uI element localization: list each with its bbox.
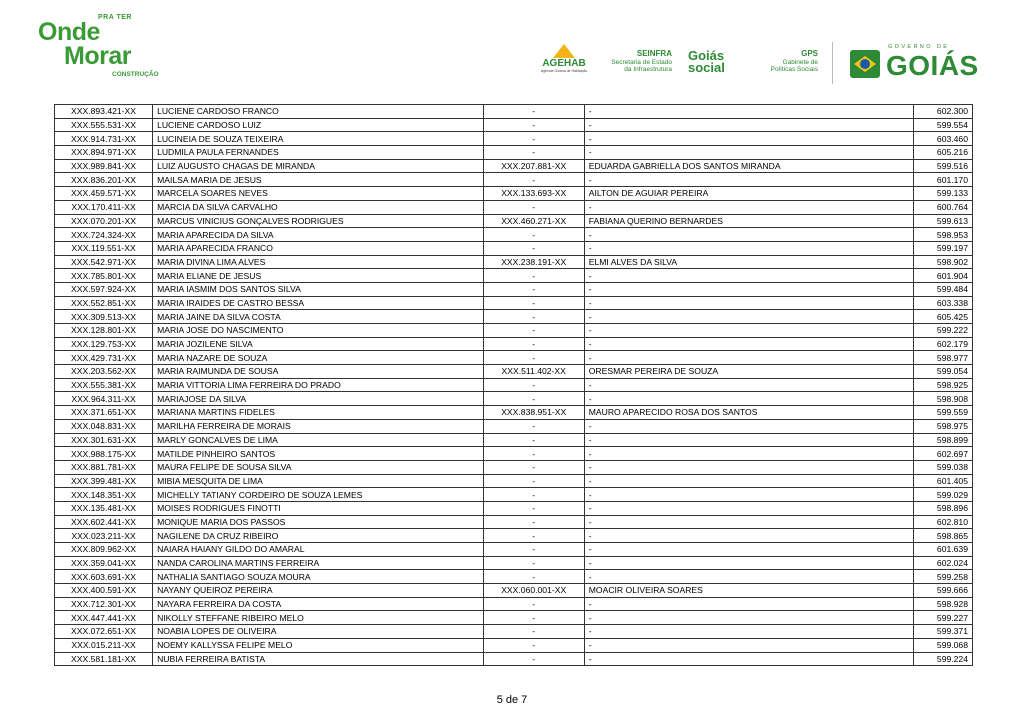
spouse-name-cell: EDUARDA GABRIELLA DOS SANTOS MIRANDA [584,159,914,173]
name-cell: NOABIA LOPES DE OLIVEIRA [153,625,484,639]
cpf-cell: XXX.785.801-XX [55,269,153,283]
spouse-cpf-cell: XXX.207.881-XX [483,159,584,173]
value-cell: 599.516 [914,159,973,173]
name-cell: NAYANY QUEIROZ PEREIRA [153,584,484,598]
spouse-name-cell: - [584,269,914,283]
goias-social-line-2: social [688,60,725,75]
cpf-cell: XXX.603.691-XX [55,570,153,584]
cpf-cell: XXX.894.971-XX [55,146,153,160]
spouse-name-cell: - [584,529,914,543]
cpf-cell: XXX.203.562-XX [55,365,153,379]
spouse-name-cell: - [584,433,914,447]
spouse-cpf-cell: - [483,488,584,502]
cpf-cell: XXX.542.971-XX [55,255,153,269]
name-cell: MARIA APARECIDA DA SILVA [153,228,484,242]
cpf-cell: XXX.724.324-XX [55,228,153,242]
spouse-cpf-cell: - [483,173,584,187]
table-row [55,406,973,420]
name-cell: NAIARA HAIANY GILDO DO AMARAL [153,543,484,557]
value-cell: 602.697 [914,447,973,461]
value-cell: 600.764 [914,200,973,214]
seinfra-logo [600,50,672,90]
cpf-cell: XXX.170.411-XX [55,200,153,214]
cpf-cell: XXX.070.201-XX [55,214,153,228]
name-cell: MIBIA MESQUITA DE LIMA [153,474,484,488]
spouse-name-cell: - [584,282,914,296]
gps-name: GPS [801,49,818,58]
logo-line-2: Morar [64,42,131,70]
spouse-name-cell: - [584,105,914,119]
name-cell: MARIA NAZARE DE SOUZA [153,351,484,365]
value-cell: 601.904 [914,269,973,283]
spouse-name-cell: - [584,474,914,488]
table-row [55,296,973,310]
spouse-cpf-cell: - [483,556,584,570]
cpf-cell: XXX.072.651-XX [55,625,153,639]
value-cell: 598.953 [914,228,973,242]
spouse-cpf-cell: XXX.838.951-XX [483,406,584,420]
table-row [55,556,973,570]
spouse-cpf-cell: XXX.133.693-XX [483,187,584,201]
cpf-cell: XXX.128.801-XX [55,324,153,338]
name-cell: LUCIENE CARDOSO LUIZ [153,118,484,132]
cpf-cell: XXX.148.351-XX [55,488,153,502]
table-row [55,200,973,214]
name-cell: LUIZ AUGUSTO CHAGAS DE MIRANDA [153,159,484,173]
gps-line-1: Gabinete de [782,58,818,66]
value-cell: 598.865 [914,529,973,543]
spouse-name-cell: - [584,515,914,529]
value-cell: 598.899 [914,433,973,447]
gps-line-2: Políticas Sociais [770,66,818,73]
spouse-name-cell: - [584,378,914,392]
table-row [55,255,973,269]
name-cell: MARCIA DA SILVA CARVALHO [153,200,484,214]
table-row [55,447,973,461]
name-cell: MATILDE PINHEIRO SANTOS [153,447,484,461]
spouse-cpf-cell: - [483,310,584,324]
spouse-cpf-cell: - [483,515,584,529]
cpf-cell: XXX.602.441-XX [55,515,153,529]
spouse-name-cell: - [584,543,914,557]
table-row [55,392,973,406]
spouse-name-cell: ORESMAR PEREIRA DE SOUZA [584,365,914,379]
value-cell: 605.425 [914,310,973,324]
value-cell: 599.029 [914,488,973,502]
spouse-cpf-cell: - [483,118,584,132]
spouse-cpf-cell: - [483,474,584,488]
cpf-cell: XXX.988.175-XX [55,447,153,461]
value-cell: 599.222 [914,324,973,338]
cpf-cell: XXX.399.481-XX [55,474,153,488]
value-cell: 598.896 [914,501,973,515]
name-cell: MARIA IASMIM DOS SANTOS SILVA [153,282,484,296]
cpf-cell: XXX.129.753-XX [55,337,153,351]
spouse-cpf-cell: - [483,282,584,296]
spouse-name-cell: - [584,460,914,474]
spouse-name-cell: - [584,324,914,338]
spouse-cpf-cell: - [483,324,584,338]
value-cell: 602.300 [914,105,973,119]
name-cell: MARIA JAINE DA SILVA COSTA [153,310,484,324]
table-row [55,282,973,296]
spouse-cpf-cell: XXX.460.271-XX [483,214,584,228]
spouse-cpf-cell: - [483,570,584,584]
cpf-cell: XXX.881.781-XX [55,460,153,474]
value-cell: 598.902 [914,255,973,269]
table-row [55,652,973,666]
cpf-cell: XXX.581.181-XX [55,652,153,666]
name-cell: MARIAJOSE DA SILVA [153,392,484,406]
name-cell: NAGILENE DA CRUZ RIBEIRO [153,529,484,543]
value-cell: 603.338 [914,296,973,310]
value-cell: 599.554 [914,118,973,132]
cpf-cell: XXX.989.841-XX [55,159,153,173]
name-cell: MONIQUE MARIA DOS PASSOS [153,515,484,529]
spouse-cpf-cell: - [483,529,584,543]
spouse-name-cell: - [584,488,914,502]
table-row [55,543,973,557]
spouse-cpf-cell: XXX.511.402-XX [483,365,584,379]
name-cell: NIKOLLY STEFFANE RIBEIRO MELO [153,611,484,625]
value-cell: 599.068 [914,638,973,652]
name-cell: LUDMILA PAULA FERNANDES [153,146,484,160]
spouse-cpf-cell: - [483,625,584,639]
table-row [55,625,973,639]
governo-goias-logo [848,42,988,86]
spouse-cpf-cell: - [483,652,584,666]
goias-flag-icon [850,50,880,78]
cpf-cell: XXX.048.831-XX [55,419,153,433]
spouse-name-cell: - [584,351,914,365]
name-cell: MARIA APARECIDA FRANCO [153,241,484,255]
value-cell: 599.054 [914,365,973,379]
name-cell: MARCUS VINICIUS GONÇALVES RODRIGUES [153,214,484,228]
spouse-name-cell: - [584,310,914,324]
spouse-name-cell: - [584,200,914,214]
table-row [55,310,973,324]
name-cell: MARIANA MARTINS FIDELES [153,406,484,420]
table-row [55,214,973,228]
table-row [55,132,973,146]
spouse-name-cell: - [584,118,914,132]
table-row [55,365,973,379]
logo-main-text [38,20,131,68]
value-cell: 598.925 [914,378,973,392]
table-row [55,337,973,351]
spouse-cpf-cell: - [483,419,584,433]
table-row [55,159,973,173]
spouse-cpf-cell: - [483,337,584,351]
spouse-cpf-cell: - [483,132,584,146]
name-cell: MARIA ELIANE DE JESUS [153,269,484,283]
page-number: 5 de 7 [496,694,528,706]
table-row [55,419,973,433]
spouse-cpf-cell: XXX.238.191-XX [483,255,584,269]
spouse-name-cell: - [584,392,914,406]
goias-social-logo [688,50,748,90]
value-cell: 599.133 [914,187,973,201]
spouse-cpf-cell: - [483,638,584,652]
value-cell: 602.179 [914,337,973,351]
table-row [55,146,973,160]
value-cell: 599.371 [914,625,973,639]
logo-bottom-text: CONSTRUÇÃO [112,71,159,78]
cpf-cell: XXX.447.441-XX [55,611,153,625]
value-cell: 599.224 [914,652,973,666]
spouse-name-cell: - [584,296,914,310]
cpf-cell: XXX.914.731-XX [55,132,153,146]
cpf-cell: XXX.359.041-XX [55,556,153,570]
table-row [55,378,973,392]
cpf-cell: XXX.555.531-XX [55,118,153,132]
table-row [55,241,973,255]
name-cell: MARIA JOSE DO NASCIMENTO [153,324,484,338]
spouse-name-cell: - [584,241,914,255]
table-row [55,597,973,611]
beneficiary-table [54,104,973,666]
cpf-cell: XXX.459.571-XX [55,187,153,201]
table-row [55,570,973,584]
spouse-cpf-cell: - [483,501,584,515]
cpf-cell: XXX.135.481-XX [55,501,153,515]
governo-small-text: GOVERNO DE [888,44,950,50]
value-cell: 598.928 [914,597,973,611]
spouse-cpf-cell: - [483,105,584,119]
name-cell: NOEMY KALLYSSA FELIPE MELO [153,638,484,652]
table-row [55,118,973,132]
spouse-name-cell: AILTON DE AGUIAR PEREIRA [584,187,914,201]
spouse-cpf-cell: - [483,241,584,255]
table-row [55,501,973,515]
spouse-cpf-cell: - [483,543,584,557]
value-cell: 598.975 [914,419,973,433]
spouse-cpf-cell: - [483,228,584,242]
spouse-name-cell: - [584,625,914,639]
value-cell: 599.038 [914,460,973,474]
value-cell: 599.559 [914,406,973,420]
spouse-name-cell: - [584,501,914,515]
name-cell: MARIA VITTORIA LIMA FERREIRA DO PRADO [153,378,484,392]
spouse-name-cell: - [584,337,914,351]
seinfra-name: SEINFRA [636,49,672,58]
table-row [55,173,973,187]
value-cell: 599.197 [914,241,973,255]
name-cell: MARIA IRAIDES DE CASTRO BESSA [153,296,484,310]
cpf-cell: XXX.555.381-XX [55,378,153,392]
name-cell: MAURA FELIPE DE SOUSA SILVA [153,460,484,474]
value-cell: 605.216 [914,146,973,160]
name-cell: LUCIENE CARDOSO FRANCO [153,105,484,119]
value-cell: 601.639 [914,543,973,557]
spouse-cpf-cell: - [483,597,584,611]
seinfra-line-1: Secretaria de Estado [611,58,672,66]
name-cell: MICHELLY TATIANY CORDEIRO DE SOUZA LEMES [153,488,484,502]
cpf-cell: XXX.371.651-XX [55,406,153,420]
cpf-cell: XXX.429.731-XX [55,351,153,365]
goias-social-line-1: Goiás [688,48,725,63]
spouse-name-cell: - [584,597,914,611]
name-cell: LUCINEIA DE SOUZA TEIXEIRA [153,132,484,146]
spouse-name-cell: - [584,228,914,242]
cpf-cell: XXX.309.513-XX [55,310,153,324]
spouse-name-cell: MAURO APARECIDO ROSA DOS SANTOS [584,406,914,420]
spouse-name-cell: - [584,570,914,584]
header-divider [832,42,833,84]
spouse-cpf-cell: - [483,296,584,310]
spouse-cpf-cell: - [483,200,584,214]
spouse-name-cell: - [584,146,914,160]
spouse-name-cell: ELMI ALVES DA SILVA [584,255,914,269]
table-row [55,474,973,488]
agehab-name: AGEHAB [542,58,586,69]
cpf-cell: XXX.552.851-XX [55,296,153,310]
table-row [55,228,973,242]
value-cell: 599.666 [914,584,973,598]
spouse-cpf-cell: - [483,269,584,283]
name-cell: MAILSA MARIA DE JESUS [153,173,484,187]
spouse-cpf-cell: - [483,460,584,474]
cpf-cell: XXX.893.421-XX [55,105,153,119]
value-cell: 602.024 [914,556,973,570]
cpf-cell: XXX.809.962-XX [55,543,153,557]
value-cell: 599.613 [914,214,973,228]
value-cell: 601.405 [914,474,973,488]
spouse-name-cell: - [584,611,914,625]
agehab-sub: Agência Goiana de Habitação [540,69,588,73]
table-row [55,460,973,474]
spouse-cpf-cell: - [483,146,584,160]
table-row [55,269,973,283]
table-row [55,351,973,365]
cpf-cell: XXX.023.211-XX [55,529,153,543]
house-roof-icon [553,44,575,58]
value-cell: 601.170 [914,173,973,187]
logo-line-1: Onde [38,18,100,46]
spouse-name-cell: - [584,173,914,187]
seinfra-line-2: da Infraestrutura [624,66,672,73]
name-cell: MOISES RODRIGUES FINOTTI [153,501,484,515]
cpf-cell: XXX.712.301-XX [55,597,153,611]
spouse-cpf-cell: XXX.060.001-XX [483,584,584,598]
spouse-cpf-cell: - [483,378,584,392]
value-cell: 599.227 [914,611,973,625]
table-row [55,638,973,652]
table-row [55,529,973,543]
onde-morar-logo [38,14,168,84]
governo-big-text: GOIÁS [886,50,979,81]
table-row [55,324,973,338]
spouse-name-cell: - [584,447,914,461]
spouse-name-cell: - [584,419,914,433]
cpf-cell: XXX.400.591-XX [55,584,153,598]
cpf-cell: XXX.836.201-XX [55,173,153,187]
value-cell: 602.810 [914,515,973,529]
table-row [55,187,973,201]
name-cell: NANDA CAROLINA MARTINS FERREIRA [153,556,484,570]
name-cell: NAYARA FERREIRA DA COSTA [153,597,484,611]
spouse-name-cell: - [584,652,914,666]
spouse-cpf-cell: - [483,433,584,447]
spouse-name-cell: - [584,556,914,570]
table-row [55,584,973,598]
value-cell: 598.977 [914,351,973,365]
table-row [55,105,973,119]
cpf-cell: XXX.119.551-XX [55,241,153,255]
cpf-cell: XXX.301.631-XX [55,433,153,447]
value-cell: 598.908 [914,392,973,406]
table-row [55,433,973,447]
table-body [55,105,973,666]
logo-top-text: PRA TER [98,14,132,21]
agehab-logo [536,44,592,84]
cpf-cell: XXX.964.311-XX [55,392,153,406]
spouse-name-cell: MOACIR OLIVEIRA SOARES [584,584,914,598]
value-cell: 603.460 [914,132,973,146]
spouse-cpf-cell: - [483,447,584,461]
table-row [55,515,973,529]
name-cell: NUBIA FERREIRA BATISTA [153,652,484,666]
name-cell: MARCELA SOARES NEVES [153,187,484,201]
gps-logo [760,50,818,90]
name-cell: MARIA RAIMUNDA DE SOUSA [153,365,484,379]
cpf-cell: XXX.015.211-XX [55,638,153,652]
spouse-name-cell: - [584,638,914,652]
spouse-cpf-cell: - [483,351,584,365]
name-cell: MARILHA FERREIRA DE MORAIS [153,419,484,433]
spouse-cpf-cell: - [483,611,584,625]
value-cell: 599.258 [914,570,973,584]
table-row [55,611,973,625]
name-cell: NATHALIA SANTIAGO SOUZA MOURA [153,570,484,584]
name-cell: MARLY GONCALVES DE LIMA [153,433,484,447]
value-cell: 599.484 [914,282,973,296]
name-cell: MARIA JOZILENE SILVA [153,337,484,351]
spouse-name-cell: FABIANA QUERINO BERNARDES [584,214,914,228]
cpf-cell: XXX.597.924-XX [55,282,153,296]
name-cell: MARIA DIVINA LIMA ALVES [153,255,484,269]
spouse-cpf-cell: - [483,392,584,406]
table-row [55,488,973,502]
spouse-name-cell: - [584,132,914,146]
